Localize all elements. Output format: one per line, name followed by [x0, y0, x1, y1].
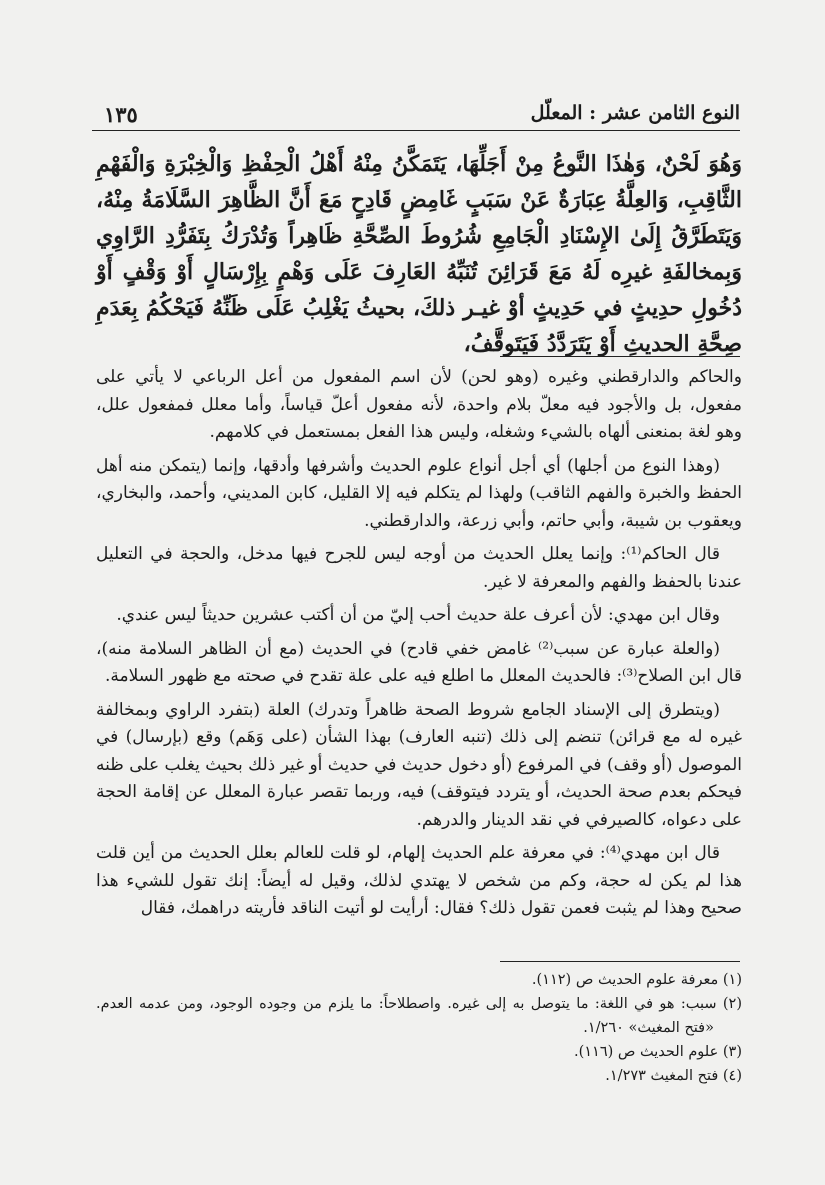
commentary-paragraph: والحاكم والدارقطني وغيره (وهو لحن) لأن اسم المفعول من أعل الرباعي لا يأتي على مفعول، بل والأجود فيه معلّ بلام واحدة، لأنه مفعول أعلّ قياساً، وأما معلل فمفعول علل، وهو لغة بمنعنى ألهاه بالشيء وشغله، وليس هذا الفعل بمستعمل في كلامهم. — [96, 367, 742, 442]
main-text-paragraph: وَهُوَ لَحْنٌ، وَهٰذَا النَّوعُ مِنْ أَجَلِّهَا، يَتَمَكَّنُ مِنْهُ أَهْلُ الْحِفْظِ وَالْخِبْرَةِ وَالْفَهْمِ الثَّاقِبِ، وَالعِلَّةُ عِبَارَةٌ عَنْ سَبَبٍ غَامِضٍ قَادِحٍ مَعَ أَنَّ الظَّاهِرَ السَّلَامَةُ مِنْهُ، وَيَتَطَرَّقُ إِلَىٰ الإِسْنَادِ الْجَامِعِ شُرُوطَ الصِّحَّةِ ظَاهِراً وَتُدْرَكُ بِتَفَرُّدِ الرَّاوِي وَبِمخالفَةِ غيرِه لَهُ مَعَ قَرَائِنَ تُنَبِّهُ العَارِفَ عَلَى وَهْمٍ بِإِرْسَالٍ أَوْ وَقْفٍ أَوْ دُخُولِ حدِيثٍ في حَدِيثٍ أوْ غيـر ذلكَ، بحيثُ يَغْلِبُ عَلَى ظَنِّهُ فَيَحْكُمُ بِعَدَمِ صِحَّةِ الحديثِ أَوْ يَتَرَدَّدُ فَيَتَوقَّفُ، — [96, 151, 742, 357]
footnote-item: (٣) علوم الحديث ص (١١٦). — [573, 1044, 742, 1060]
running-head: النوع الثامن عشر : المعلّل — [530, 102, 740, 124]
commentary-paragraph: (والعلة عبارة عن سبب⁽²⁾ غامض خفي قادح) في الحديث (مع أن الظاهر السلامة منه)، قال ابن الصلاح⁽³⁾: فالحديث المعلل ما اطلع فيه على علة تقدح في صحته مع ظهور السلامة. — [96, 638, 742, 686]
footnote-item: (٤) فتح المغيث ١/٢٧٣. — [605, 1068, 742, 1084]
footnote-item: (١) معرفة علوم الحديث ص (١١٢). — [531, 972, 742, 988]
commentary-paragraph: (ويتطرق إلى الإسناد الجامع شروط الصحة ظاهراً وتدرك) العلة (بتفرد الراوي وبمخالفة غيره له مع قرائن) تنضم إلى ذلك (تنبه العارف) بهذا الشأن (على وَهَم) وقع (بإرسال) في الموصول (أو وقف) في المرفوع (أو دخول حديث في حديث أو غير ذلك بحيث يغلب على ظنه فيحكم بعدم صحة الحديث، أو يتردد فيتوقف) فيه، وربما تقصر عبارة المعلل عن إقامة الحجة على دعواه، كالصيرفي في نقد الدينار والدرهم. — [96, 699, 742, 830]
footnote-item: (٢) سبب: هو في اللغة: ما يتوصل به إلى غيره. واصطلاحاً: ما يلزم من وجوده الوجود، ومن عدمه العدم. «فتح المغيث» ١/٢٦٠. — [96, 996, 742, 1036]
commentary-paragraph: (وهذا النوع من أجلها) أي أجل أنواع علوم الحديث وأشرفها وأدقها، وإنما (يتمكن منه أهل الحفظ والخبرة والفهم الثاقب) ولهذا لم يتكلم فيه إلا القليل، كابن المديني، وأحمد، والبخاري، ويعقوب بن شيبة، وأبي حاتم، وأبي زرعة، والدارقطني. — [96, 455, 742, 531]
footnote-separator-line — [500, 961, 740, 962]
commentary-paragraph: وقال ابن مهدي: لأن أعرف علة حديث أحب إليّ من أن أكتب عشرين حديثاً ليس عندي. — [116, 605, 720, 625]
page-header — [92, 100, 740, 131]
footnotes-block — [96, 968, 742, 1088]
commentary-block — [96, 364, 742, 929]
page-number: ١٣٥ — [104, 102, 138, 127]
commentary-paragraph: قال ابن مهدي⁽⁴⁾: في معرفة علم الحديث إلهام، لو قلت للعالم بعلل الحديث من أين قلت هذا لم يكن له حجة، وكم من شخص لا يهتدي لذلك، وقيل له أيضاً: إنك تقول للشيء هذا صحيح وهذا لم يثبت فعمن تقول ذلك؟ فقال: أرأيت لو أتيت الناقد فأريته دراهمك، فقال — [96, 843, 742, 918]
main-text-block — [96, 146, 742, 362]
commentary-paragraph: قال الحاكم⁽¹⁾: وإنما يعلل الحديث من أوجه ليس للجرح فيها مدخل، والحجة في التعليل عندنا بالحفظ والفهم والمعرفة لا غير. — [96, 544, 742, 592]
text-separator-line — [500, 356, 740, 357]
